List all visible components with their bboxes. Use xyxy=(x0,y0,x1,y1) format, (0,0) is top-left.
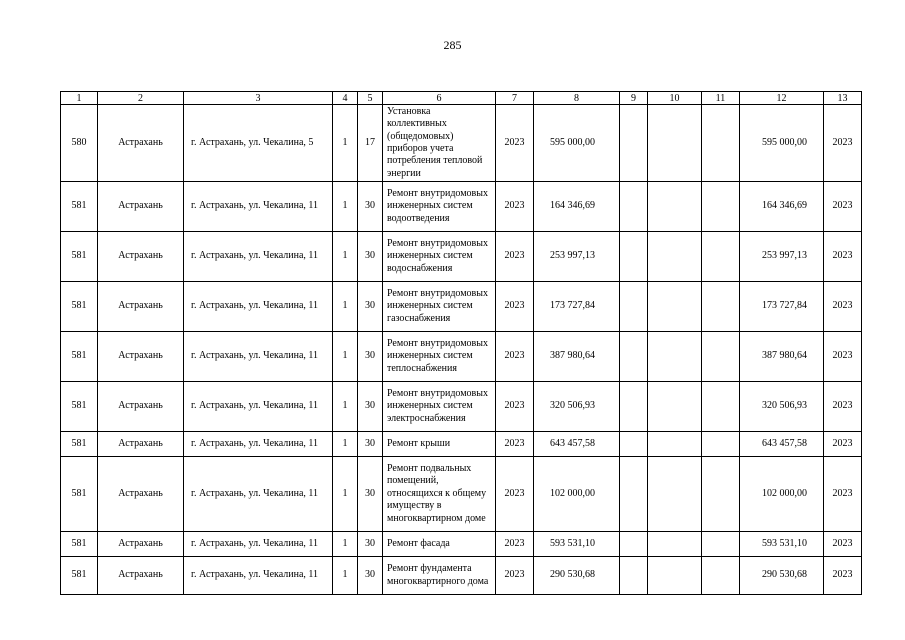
cell-9 xyxy=(620,532,648,557)
page-number: 285 xyxy=(443,38,462,52)
cell-4: 1 xyxy=(333,282,358,332)
total-cell: 102 000,00 xyxy=(740,457,824,532)
address-cell: г. Астрахань, ул. Чекалина, 11 xyxy=(184,382,333,432)
cell-4: 1 xyxy=(333,182,358,232)
cell-9 xyxy=(620,282,648,332)
city-cell: Астрахань xyxy=(98,432,184,457)
city-cell: Астрахань xyxy=(98,282,184,332)
header-cell: 13 xyxy=(824,92,862,105)
cost-cell: 595 000,00 xyxy=(534,105,620,182)
header-cell: 9 xyxy=(620,92,648,105)
end-year-cell: 2023 xyxy=(824,105,862,182)
city-cell: Астрахань xyxy=(98,382,184,432)
row-number: 581 xyxy=(61,457,98,532)
work-type-cell: Ремонт фундамента многоквартирного дома xyxy=(383,557,496,595)
cell-10 xyxy=(648,105,702,182)
address-cell: г. Астрахань, ул. Чекалина, 11 xyxy=(184,457,333,532)
works-table xyxy=(60,91,862,595)
total-cell: 643 457,58 xyxy=(740,432,824,457)
city-cell: Астрахань xyxy=(98,532,184,557)
cell-4: 1 xyxy=(333,332,358,382)
cell-9 xyxy=(620,457,648,532)
header-cell: 5 xyxy=(358,92,383,105)
cell-5: 30 xyxy=(358,382,383,432)
row-number: 581 xyxy=(61,557,98,595)
year-cell: 2023 xyxy=(496,105,534,182)
cell-11 xyxy=(702,282,740,332)
cell-5: 30 xyxy=(358,332,383,382)
table-row xyxy=(61,332,862,382)
cost-cell: 643 457,58 xyxy=(534,432,620,457)
total-cell: 253 997,13 xyxy=(740,232,824,282)
cell-5: 30 xyxy=(358,182,383,232)
cost-cell: 102 000,00 xyxy=(534,457,620,532)
cell-4: 1 xyxy=(333,382,358,432)
address-cell: г. Астрахань, ул. Чекалина, 11 xyxy=(184,232,333,282)
end-year-cell: 2023 xyxy=(824,332,862,382)
cell-10 xyxy=(648,332,702,382)
table-row xyxy=(61,457,862,532)
year-cell: 2023 xyxy=(496,432,534,457)
year-cell: 2023 xyxy=(496,532,534,557)
cost-cell: 320 506,93 xyxy=(534,382,620,432)
total-cell: 164 346,69 xyxy=(740,182,824,232)
cell-9 xyxy=(620,382,648,432)
table-row xyxy=(61,282,862,332)
work-type-cell: Ремонт внутридомовых инженерных систем теплоснабжения xyxy=(383,332,496,382)
work-type-cell: Ремонт внутридомовых инженерных систем водоснабжения xyxy=(383,232,496,282)
city-cell: Астрахань xyxy=(98,332,184,382)
year-cell: 2023 xyxy=(496,282,534,332)
row-number: 581 xyxy=(61,332,98,382)
work-type-cell: Ремонт крыши xyxy=(383,432,496,457)
cell-10 xyxy=(648,182,702,232)
end-year-cell: 2023 xyxy=(824,382,862,432)
cell-10 xyxy=(648,232,702,282)
header-cell: 8 xyxy=(534,92,620,105)
city-cell: Астрахань xyxy=(98,182,184,232)
cell-4: 1 xyxy=(333,232,358,282)
year-cell: 2023 xyxy=(496,232,534,282)
year-cell: 2023 xyxy=(496,332,534,382)
year-cell: 2023 xyxy=(496,557,534,595)
header-row xyxy=(61,92,862,105)
cell-9 xyxy=(620,557,648,595)
header-cell: 2 xyxy=(98,92,184,105)
cost-cell: 290 530,68 xyxy=(534,557,620,595)
cost-cell: 387 980,64 xyxy=(534,332,620,382)
row-number: 581 xyxy=(61,282,98,332)
cell-10 xyxy=(648,457,702,532)
cell-11 xyxy=(702,105,740,182)
table-row xyxy=(61,232,862,282)
work-type-cell: Ремонт подвальных помещений, относящихся к общему имуществу в многоквартирном доме xyxy=(383,457,496,532)
cell-5: 30 xyxy=(358,532,383,557)
city-cell: Астрахань xyxy=(98,105,184,182)
row-number: 581 xyxy=(61,232,98,282)
cell-9 xyxy=(620,232,648,282)
cell-10 xyxy=(648,382,702,432)
table-row xyxy=(61,105,862,182)
work-type-cell: Установка коллективных (общедомовых) приборов учета потребления тепловой энергии xyxy=(383,105,496,182)
header-cell: 11 xyxy=(702,92,740,105)
end-year-cell: 2023 xyxy=(824,182,862,232)
cell-5: 17 xyxy=(358,105,383,182)
cell-11 xyxy=(702,382,740,432)
cell-10 xyxy=(648,557,702,595)
cell-11 xyxy=(702,557,740,595)
cost-cell: 593 531,10 xyxy=(534,532,620,557)
cell-10 xyxy=(648,532,702,557)
cell-5: 30 xyxy=(358,432,383,457)
cell-9 xyxy=(620,182,648,232)
end-year-cell: 2023 xyxy=(824,282,862,332)
work-type-cell: Ремонт внутридомовых инженерных систем электроснабжения xyxy=(383,382,496,432)
cell-5: 30 xyxy=(358,457,383,532)
address-cell: г. Астрахань, ул. Чекалина, 11 xyxy=(184,182,333,232)
header-cell: 7 xyxy=(496,92,534,105)
city-cell: Астрахань xyxy=(98,457,184,532)
cost-cell: 253 997,13 xyxy=(534,232,620,282)
end-year-cell: 2023 xyxy=(824,457,862,532)
cell-11 xyxy=(702,532,740,557)
total-cell: 593 531,10 xyxy=(740,532,824,557)
cell-9 xyxy=(620,105,648,182)
header-cell: 1 xyxy=(61,92,98,105)
cell-4: 1 xyxy=(333,105,358,182)
address-cell: г. Астрахань, ул. Чекалина, 11 xyxy=(184,332,333,382)
city-cell: Астрахань xyxy=(98,557,184,595)
cell-9 xyxy=(620,332,648,382)
cell-11 xyxy=(702,457,740,532)
cell-11 xyxy=(702,232,740,282)
header-cell: 4 xyxy=(333,92,358,105)
cell-4: 1 xyxy=(333,557,358,595)
address-cell: г. Астрахань, ул. Чекалина, 5 xyxy=(184,105,333,182)
cell-5: 30 xyxy=(358,282,383,332)
total-cell: 387 980,64 xyxy=(740,332,824,382)
table-row xyxy=(61,382,862,432)
address-cell: г. Астрахань, ул. Чекалина, 11 xyxy=(184,557,333,595)
row-number: 581 xyxy=(61,182,98,232)
table-row xyxy=(61,532,862,557)
end-year-cell: 2023 xyxy=(824,532,862,557)
cell-11 xyxy=(702,432,740,457)
address-cell: г. Астрахань, ул. Чекалина, 11 xyxy=(184,432,333,457)
cell-4: 1 xyxy=(333,532,358,557)
row-number: 581 xyxy=(61,432,98,457)
cell-5: 30 xyxy=(358,557,383,595)
year-cell: 2023 xyxy=(496,382,534,432)
row-number: 581 xyxy=(61,382,98,432)
cell-4: 1 xyxy=(333,457,358,532)
end-year-cell: 2023 xyxy=(824,557,862,595)
cell-9 xyxy=(620,432,648,457)
table-row xyxy=(61,432,862,457)
cell-11 xyxy=(702,332,740,382)
header-cell: 10 xyxy=(648,92,702,105)
total-cell: 595 000,00 xyxy=(740,105,824,182)
cell-4: 1 xyxy=(333,432,358,457)
address-cell: г. Астрахань, ул. Чекалина, 11 xyxy=(184,282,333,332)
table-row xyxy=(61,557,862,595)
end-year-cell: 2023 xyxy=(824,232,862,282)
header-cell: 3 xyxy=(184,92,333,105)
work-type-cell: Ремонт фасада xyxy=(383,532,496,557)
cost-cell: 164 346,69 xyxy=(534,182,620,232)
end-year-cell: 2023 xyxy=(824,432,862,457)
cost-cell: 173 727,84 xyxy=(534,282,620,332)
total-cell: 320 506,93 xyxy=(740,382,824,432)
header-cell: 6 xyxy=(383,92,496,105)
cell-10 xyxy=(648,282,702,332)
row-number: 580 xyxy=(61,105,98,182)
table-row xyxy=(61,182,862,232)
work-type-cell: Ремонт внутридомовых инженерных систем водоотведения xyxy=(383,182,496,232)
total-cell: 290 530,68 xyxy=(740,557,824,595)
address-cell: г. Астрахань, ул. Чекалина, 11 xyxy=(184,532,333,557)
cell-11 xyxy=(702,182,740,232)
header-cell: 12 xyxy=(740,92,824,105)
row-number: 581 xyxy=(61,532,98,557)
cell-10 xyxy=(648,432,702,457)
work-type-cell: Ремонт внутридомовых инженерных систем газоснабжения xyxy=(383,282,496,332)
city-cell: Астрахань xyxy=(98,232,184,282)
year-cell: 2023 xyxy=(496,457,534,532)
total-cell: 173 727,84 xyxy=(740,282,824,332)
year-cell: 2023 xyxy=(496,182,534,232)
cell-5: 30 xyxy=(358,232,383,282)
